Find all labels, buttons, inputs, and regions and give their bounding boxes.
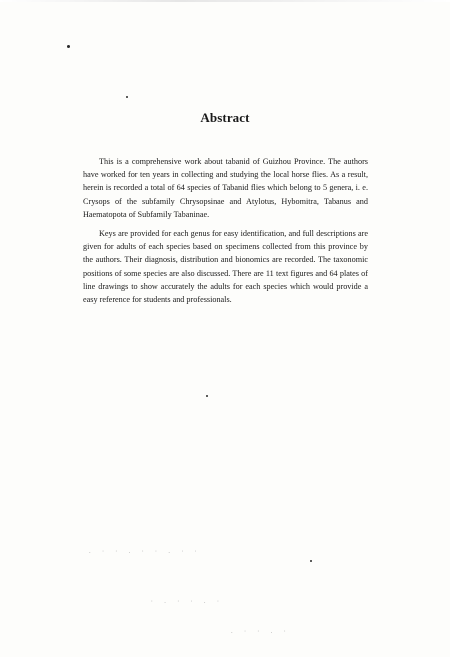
scan-noise: . · · . · [230, 628, 290, 635]
scan-speck [206, 395, 208, 397]
page-top-edge [0, 0, 450, 2]
scan-noise: · . · · . · [150, 598, 223, 605]
abstract-title: Abstract [200, 110, 250, 125]
scan-speck [67, 45, 70, 48]
paragraph-text: This is a comprehensive work about tabanid of Guizhou Province. The authors have worked for ten years in collecting and studying the local horse flies. As a result, herein is recorded a total of 64 species of Tabanid flies which belong to 5 genera, i. e. Crysops of the subfamily Chrysopsinae and Atylotus, Hybomitra, Tabanus and Haematopota of Subfamily Tabaninae. [83, 157, 368, 219]
abstract-paragraph-2 [83, 227, 368, 306]
scan-speck [310, 560, 312, 562]
paragraph-text: Keys are provided for each genus for easy identification, and full descriptions are given for adults of each species based on specimens collected from this province by the authors. Their diagnosis, distribution and bionomics are recorded. The taxonomic positions of some species are also discussed. There are 11 text figures and 64 plates of line drawings to show accurately the adults for each species which would provide a easy reference for students and professionals. [83, 229, 368, 305]
scan-speck [126, 96, 128, 98]
scan-noise: . · · . · · . · · [88, 548, 201, 555]
abstract-paragraph-1 [83, 155, 368, 221]
